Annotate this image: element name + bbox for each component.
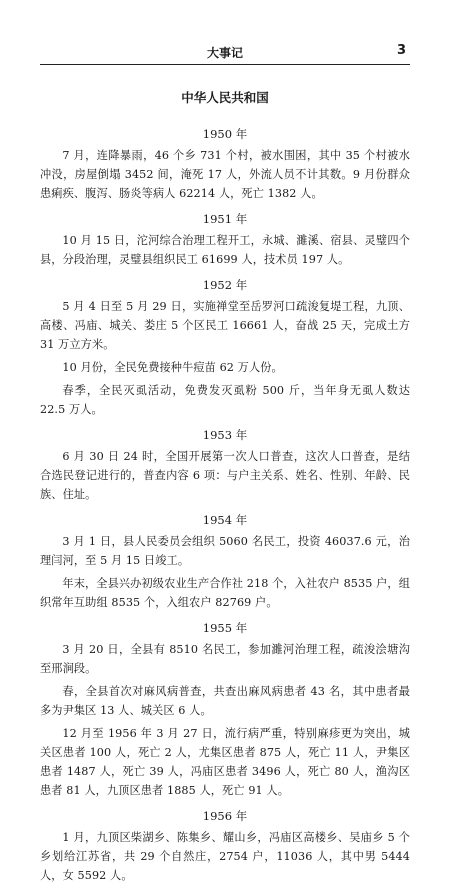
header-rule (40, 64, 410, 65)
entry: 春，全县首次对麻风病普查，共查出麻风病患者 43 名，其中患者最多为尹集区 13 人、城关区 6 人。 (40, 685, 410, 717)
running-head: 大事记 (206, 46, 243, 60)
entry: 6 月 30 日 24 时，全国开展第一次人口普查，这次人口普查，是结合选民登记进行的，普查内容 6 项：与户主关系、姓名、性别、年龄、民族、住址。 (40, 450, 410, 501)
entry: 7 月，连降暴雨，46 个乡 731 个村，被水围困，其中 35 个村被水冲没，房屋倒塌 3452 间，淹死 17 人，外流人员不计其数。9 月份群众患痢疾、腹泻、肠炎等病人 62214 人，死亡 1382 人。 (40, 149, 410, 200)
entry: 5 月 4 日至 5 月 29 日，实施禅堂至岳罗河口疏浚复堤工程，九顶、高楼、冯庙、城关、娄庄 5 个区民工 16661 人，奋战 25 天，完成土方 31 万立方米。 (40, 300, 410, 351)
year-heading: 1951 年 (202, 212, 248, 226)
year-1956 (40, 808, 410, 885)
year-1951 (40, 211, 410, 269)
year-1952 (40, 277, 410, 419)
year-heading: 1953 年 (202, 428, 248, 442)
year-heading: 1955 年 (202, 621, 248, 635)
entry: 3 月 1 日，县人民委员会组织 5060 名民工，投资 46037.6 元，治理闫河，至 5 月 15 日竣工。 (40, 535, 410, 567)
page-header (40, 44, 410, 64)
page-content (40, 88, 410, 889)
entry: 3 月 20 日，全县有 8510 名民工，参加濉河治理工程，疏浚浍塘沟至邢涧段。 (40, 643, 410, 675)
entry: 年末，全县兴办初级农业生产合作社 218 个，入社农户 8535 户，组织常年互助组 8535 个，入组农户 82769 户。 (40, 577, 410, 609)
entry: 12 月至 1956 年 3 月 27 日，流行病严重，特别麻疹更为突出，城关区患者 100 人，死亡 2 人，尤集区患者 875 人，死亡 11 人，尹集区患者 1487 人，死亡 39 人，冯庙区患者 3496 人，死亡 80 人，渔沟区患者 81 人，九顶区患者 1885 人，死亡 91 人。 (40, 727, 410, 797)
section-title: 中华人民共和国 (181, 90, 269, 105)
entry: 春季，全民灭虱活动，免费发灭虱粉 500 斤，当年身无虱人数达 22.5 万人。 (40, 384, 410, 416)
year-1955 (40, 620, 410, 800)
year-1954 (40, 512, 410, 612)
year-heading: 1950 年 (202, 127, 248, 141)
year-1950 (40, 126, 410, 203)
year-1953 (40, 427, 410, 504)
year-heading: 1952 年 (202, 278, 248, 292)
page-number: 3 (396, 43, 406, 58)
entry: 1 月，九顶区柴湖乡、陈集乡、耀山乡，冯庙区高楼乡、吴庙乡 5 个乡划给江苏省，共 29 个自然庄，2754 户，11036 人，其中男 5444 人，女 5592 人。 (40, 831, 410, 882)
entry: 10 月份，全民免费接种牛痘苗 62 万人份。 (62, 361, 283, 374)
year-heading: 1956 年 (202, 809, 248, 823)
year-heading: 1954 年 (202, 513, 248, 527)
entry: 10 月 15 日，沱河综合治理工程开工，永城、濉溪、宿县、灵璧四个县，分段治理，灵璧县组织民工 61699 人，技术员 197 人。 (40, 234, 410, 266)
